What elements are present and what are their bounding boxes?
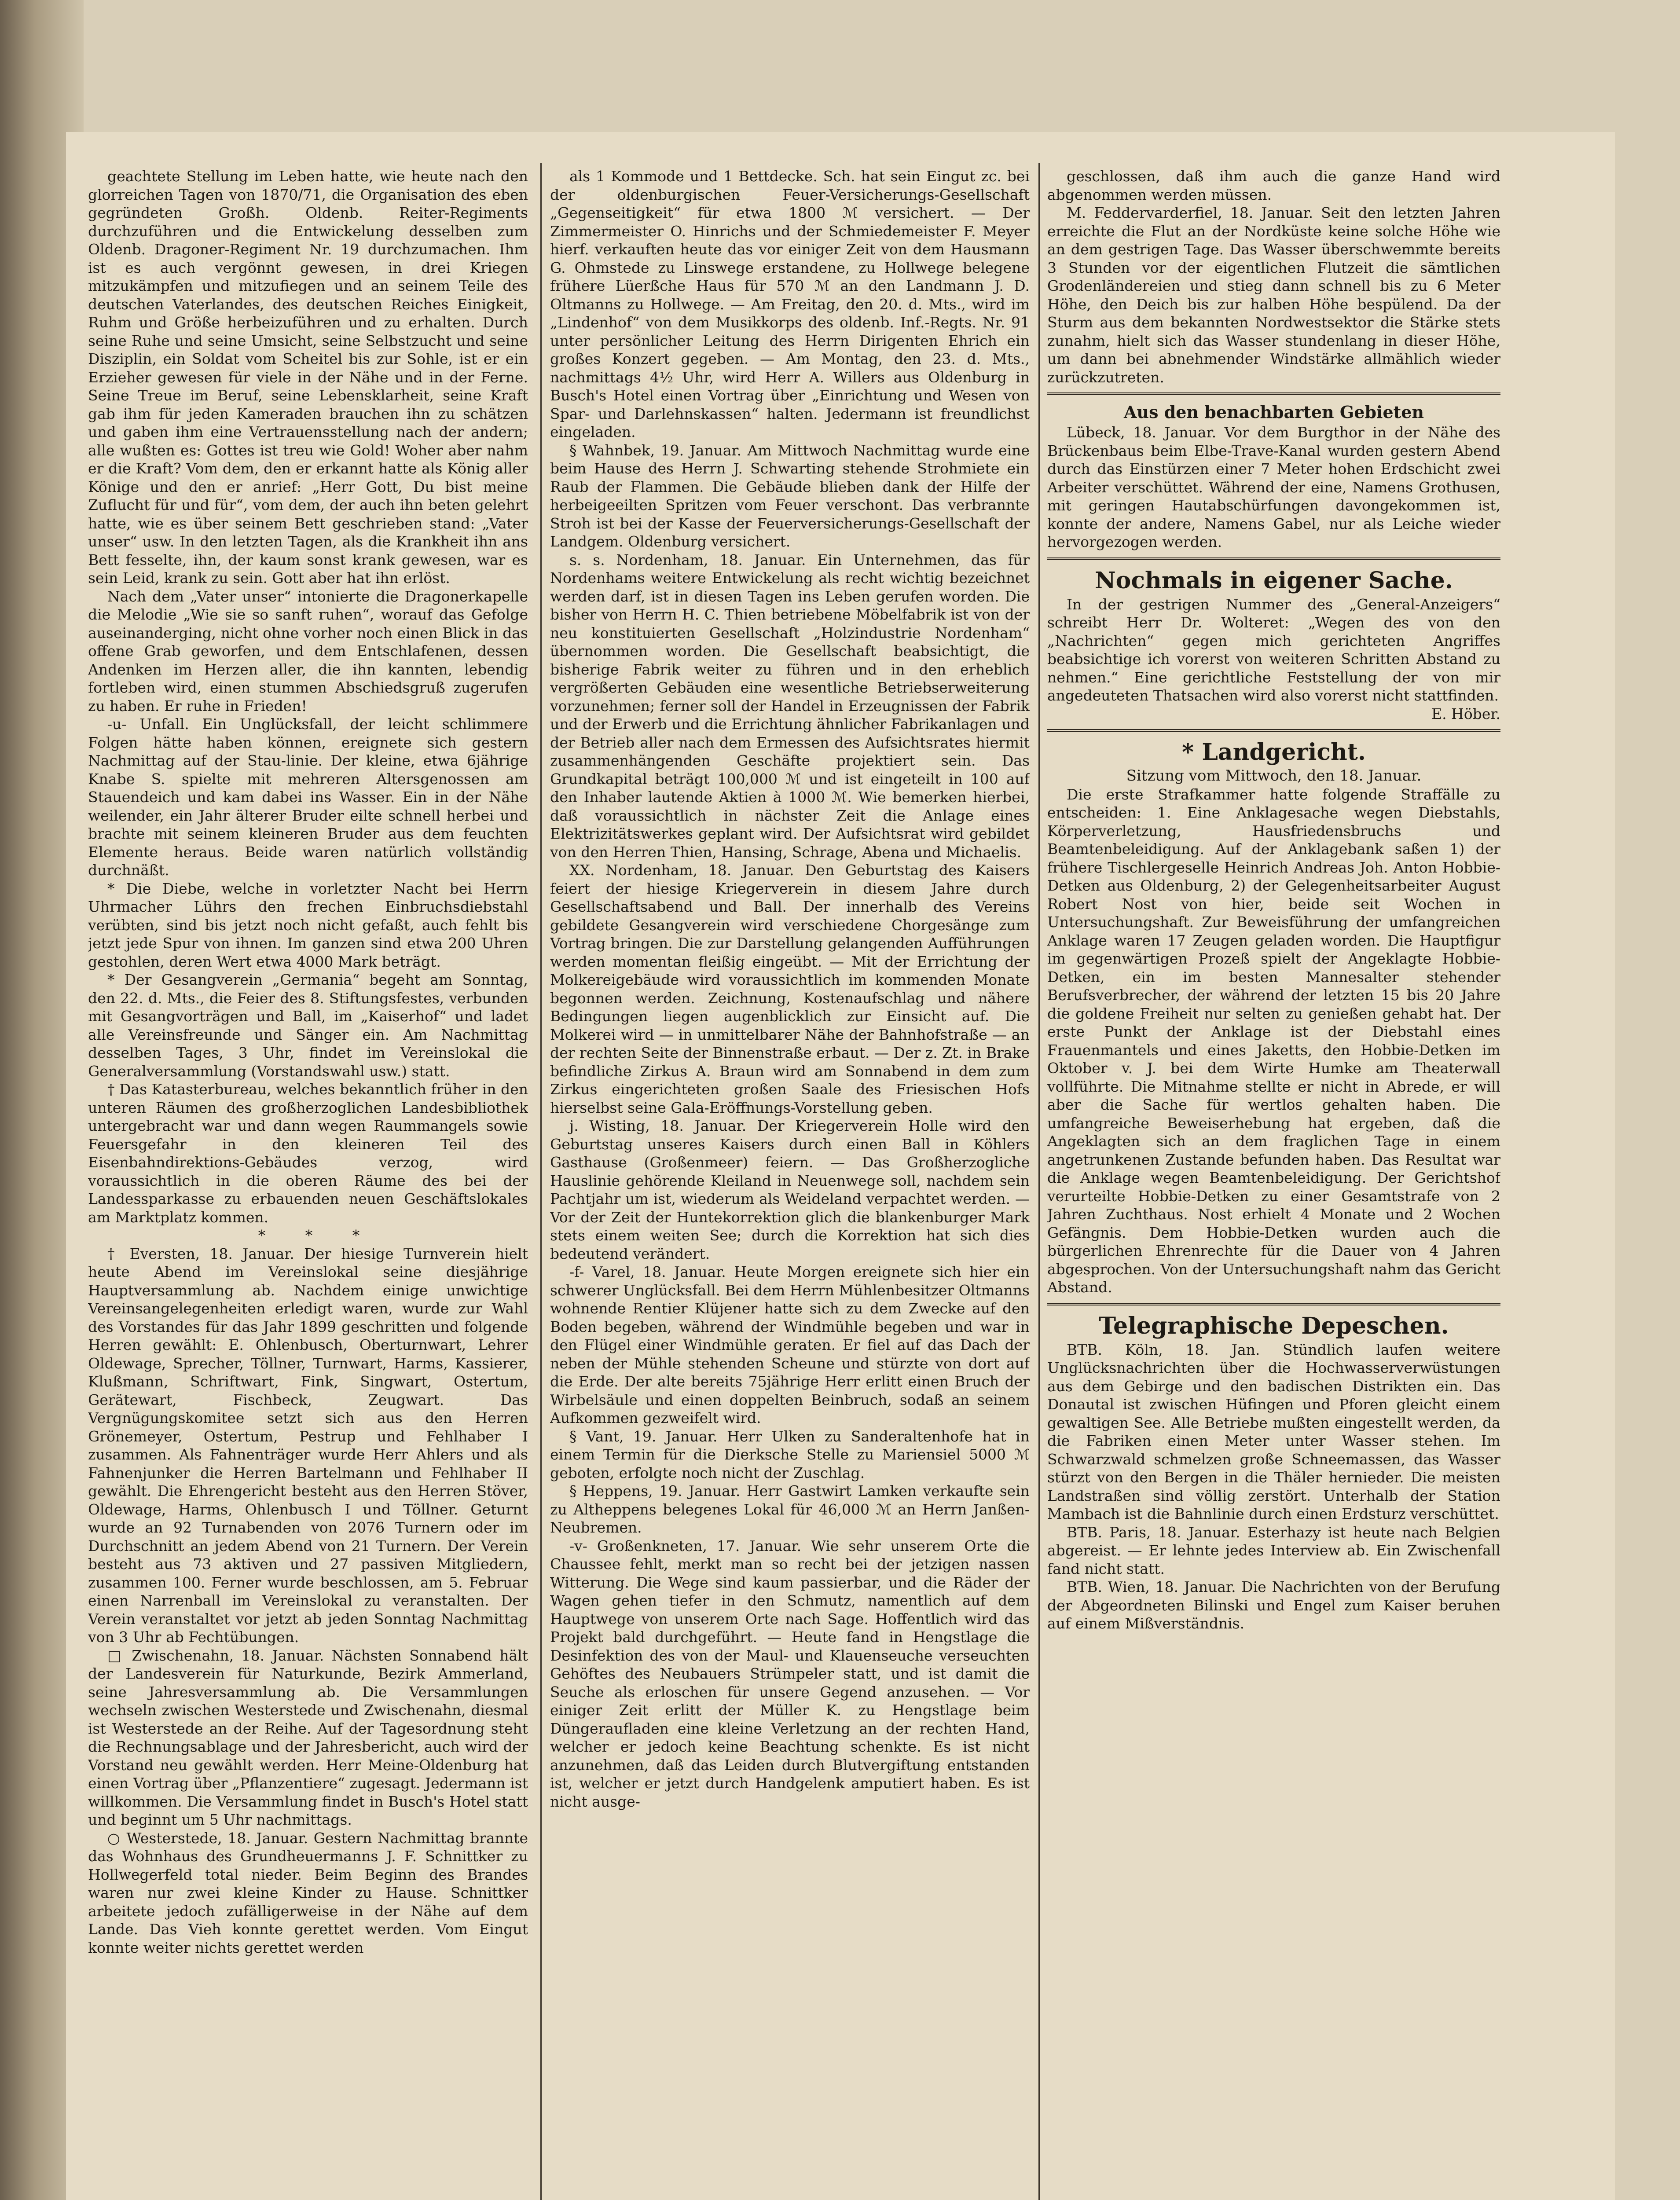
article-hollwege: als 1 Kommode und 1 Bettdecke. Sch. hat sein Eingut zc. bei der oldenburgischen Feuer-Versicherungs-Gesellschaft „Gegenseitigkeit“ für etwa 1800 ℳ versichert. — Der Zimmermeister O. Hinrichs und der Schmiedemeister F. Meyer hierf. verkauften heute das vor einiger Zeit von dem Hausmann G. Ohmstede zu Linswege erstandene, zu Hollwege belegene frühere Lüerßche Haus für 570 ℳ an den Landmann J. D. Oltmanns zu Hollwege. — Am Freitag, den 20. d. Mts., wird im „Lindenhof“ von dem Musikkorps des oldenb. Inf.-Regts. Nr. 91 unter persönlicher Leitung des Herrn Dirigenten Ehrich ein großes Konzert gegeben. — Am Montag, den 23. d. Mts., nachmittags 4½ Uhr, wird Herr A. Willers aus Oldenburg in Busch's Hotel einen Vortrag über „Einrichtung und Wesen von Spar- und Darlehnskassen“ halten. Jedermann ist freundlichst eingeladen.: [550, 168, 1030, 440]
article-feddervarderfiel: M. Feddervarderfiel, 18. Januar. Seit den letzten Jahren erreichte die Flut an der Nordküste keine solche Höhe wie an dem gestrigen Tage. Das Wasser überschwemmte bereits 3 Stunden vor der eigentlichen Flutzeit die sämtlichen Grodenländereien und stieg dann schnell bis zu 6 Meter Höhe, den Deich bis zur halben Höhe bespülend. Da der Sturm aus dem bekannten Nordwestsektor die Stärke stets zunahm, hielt sich das Wasser stundenlang in dieser Höhe, um dann bei abnehmender Windstärke allmählich wieder zurückzutreten.: [1047, 204, 1500, 386]
session-subtitle: Sitzung vom Mittwoch, den 18. Januar.: [1126, 767, 1422, 785]
article-funeral-end: Nach dem „Vater unser“ intonierte die Dragonerkapelle die Melodie „Wie sie so sanft ruhen“, worauf das Gefolge auseinanderging, nicht ohne vorher noch einen Blick in das offene Grab geworfen, und dem Entschlafenen, dessen Andenken im Herzen aller, die ihn kannten, lebendig fortleben wird, einen stummen Abschiedsgruß zugerufen zu haben. Er ruhe in Frieden!: [88, 587, 528, 715]
separator-stars: * * *: [258, 1227, 378, 1244]
column-1: [88, 167, 528, 2200]
article-varel: -f- Varel, 18. Januar. Heute Morgen ereignete sich hier ein schwerer Unglücksfall. Bei dem Herrn Mühlenbesitzer Oltmanns wohnende Rentier Klüjener hatte sich zu dem Zwecke auf den Boden begeben, während der Windmühle begeben und war in den Flügel einer Windmühle geraten. Er fiel auf das Dach der neben der Mühle stehenden Scheune und stürzte von dort auf die Erde. Der alte bereits 75jährige Herr erlitt einen Bruch der Wirbelsäule und einen doppelten Beinbruch, sodaß an seinem Aufkommen gezweifelt wird.: [550, 1263, 1030, 1426]
section-rule: [1047, 557, 1500, 560]
article-grossenkneten: -v- Großenkneten, 17. Januar. Wie sehr unserem Orte die Chaussee fehlt, merkt man so recht bei der jetzigen nassen Witterung. Die Wege sind kaum passierbar, und die Räder der Wagen gehen tiefer in den Schmutz, namentlich auf dem Hauptwege von unserem Orte nach Sage. Hoffentlich wird das Projekt bald durchgeführt. — Heute fand in Hengstlage die Desinfektion des von der Maul- und Klauenseuche verseuchten Gehöftes des Neubauers Strümpeler statt, und ist damit die Seuche als erloschen für unsere Gegend anzusehen. — Vor einiger Zeit erlitt der Müller K. zu Hengstlage beim Düngeraufladen eine kleine Verletzung an der rechten Hand, welcher er jedoch keine Beachtung schenkte. Es ist nicht anzunehmen, daß das Leiden durch Blutvergiftung entstanden ist, welcher er jetzt durch Handgelenk amputiert haben. Es ist nicht ausge-: [550, 1537, 1030, 1810]
article-heppens: § Heppens, 19. Januar. Herr Gastwirt Lamken verkaufte sein zu Altheppens belegenes Lokal für 46,000 ℳ an Herrn Janßen-Neubremen.: [550, 1482, 1030, 1536]
article-paris: BTB. Paris, 18. Januar. Esterhazy ist heute nach Belgien abgereist. — Er lehnte jedes Interview ab. Ein Zwischenfall fand nicht statt.: [1047, 1523, 1500, 1577]
article-nordenham-2: XX. Nordenham, 18. Januar. Den Geburtstag des Kaisers feiert der hiesige Kriegerverein in diesem Jahre durch Gesellschaftsabend und Ball. Der innerhalb des Vereins gebildete Gesangverein wird verschiedene Chorgesänge zum Vortrag bringen. Die zur Darstellung gelangenden Aufführungen werden momentan fleißig eingeübt. — Mit der Errichtung der Molkereigebäude wird voraussichtlich im kommenden Monate begonnen werden. Zeichnung, Kostenaufschlag und nähere Bedingungen liegen augenblicklich zur Einsicht auf. Die Molkerei wird — in unmittelbarer Nähe der Bahnhofstraße — an der rechten Seite der Binnenstraße erbaut. — Der z. Zt. in Brake befindliche Zirkus A. Braun wird am Sonnabend in dem zum Zirkus eingerichteten großen Saale des Friesischen Hofs hierselbst seine Gala-Eröffnungs-Vorstellung geben.: [550, 862, 1030, 1116]
article-eversten: † Eversten, 18. Januar. Der hiesige Turnverein hielt heute Abend im Vereinslokal seine diesjährige Hauptversammlung ab. Nachdem einige unwichtige Vereinsangelegenheiten erledigt waren, wurde zur Wahl des Vorstandes für das Jahr 1899 geschritten und folgende Herren gewählt: E. Ohlenbusch, Oberturnwart, Lehrer Oldewage, Sprecher, Töllner, Turnwart, Harms, Kassierer, Klußmann, Schriftwart, Fink, Singwart, Ostertum, Gerätewart, Fischbeck, Zeugwart. Das Vergnügungskomitee setzt sich aus den Herren Grönemeyer, Ostertum, Pestrup und Fehlhaber I zusammen. Als Fahnenträger wurde Herr Ahlers und als Fahnenjunker die Herren Bartelmann und Fehlhaber II gewählt. Die Ehrengericht besteht aus den Herren Stöver, Oldewage, Harms, Ohlenbusch I und Töllner. Geturnt wurde an 92 Turnabenden von 2076 Turnern oder im Durchschnitt an jedem Abend von 21 Turnern. Der Verein besteht aus 73 aktiven und 27 passiven Mitgliedern, zusammen 100. Ferner wurde beschlossen, am 5. Februar einen Narrenball im Vereinslokal zu veranstalten. Der Verein veranstaltet vor jetzt ab jeden Sonntag Nachmittag von 3 Uhr ab Fechtübungen.: [88, 1245, 528, 1646]
section-rule: [1047, 729, 1500, 732]
article-sache: In der gestrigen Nummer des „General-Anzeigers“ schreibt Herr Dr. Wolteret: „Wegen des von den „Nachrichten“ gegen mich gerichteten Angriffes beabsichtige ich vorerst von weiteren Schritten Abstand zu nehmen.“ Eine gerichtliche Feststellung der von mir angedeuteten Thatsachen wird also vorerst nicht stattfinden.: [1047, 595, 1500, 704]
article-zwischenahn: □ Zwischenahn, 18. Januar. Nächsten Sonnabend hält der Landesverein für Naturkunde, Bezirk Ammerland, seine Jahresversammlung ab. Die Versammlungen wechseln zwischen Westerstede und Zwischenahn, diesmal ist Westerstede an der Reihe. Auf der Tagesordnung steht die Rechnungsablage und der Jahresbericht, auch wird der Vorstand neu gewählt werden. Herr Meine-Oldenburg hat einen Vortrag über „Pflanzentiere“ zugesagt. Jedermann ist willkommen. Die Versammlung findet in Busch's Hotel statt und beginnt um 5 Uhr nachmittags.: [88, 1646, 528, 1828]
article-vant: § Vant, 19. Januar. Herr Ulken zu Sanderaltenhofe hat in einem Termin für die Dierksche Stelle zu Mariensiel 5000 ℳ geboten, erfolgte noch nicht der Zuschlag.: [550, 1427, 1030, 1481]
article-diebe: * Die Diebe, welche in vorletzter Nacht bei Herrn Uhrmacher Lührs den frechen Einbruchsdiebstahl verübten, sind bis jetzt noch nicht gefaßt, auch fehlt bis jetzt jede Spur von ihnen. Im ganzen sind etwa 200 Uhren gestohlen, deren Wert etwa 4000 Mark beträgt.: [88, 880, 528, 970]
section-rule: [1047, 392, 1500, 395]
article-luebeck: Lübeck, 18. Januar. Vor dem Burgthor in der Nähe des Brückenbaus beim Elbe-Trave-Kanal wurden gestern Abend durch das Einstürzen einer 7 Meter hohen Erdschicht zwei Arbeiter verschüttet. Während der eine, Namens Grothusen, mit geringen Hautabschürfungen davongekommen ist, konnte der andere, Namens Gabel, nur als Leiche wieder hervorgezogen werden.: [1047, 424, 1500, 550]
section-heading-landgericht: * Landgericht.: [1182, 739, 1366, 766]
column-rule: [1038, 163, 1040, 2200]
column-2: [550, 167, 1030, 2200]
column-3: [1047, 167, 1500, 2200]
article-nordenham-1: s. s. Nordenham, 18. Januar. Ein Unternehmen, das für Nordenhams weitere Entwickelung als recht wichtig bezeichnet werden darf, ist in diesen Tagen ins Leben gerufen worden. Die bisher von Herrn H. C. Thien betriebene Möbelfabrik ist von der neu konstituierten Gesellschaft „Holzindustrie Nordenham“ übernommen worden. Die Gesellschaft beabsichtigt, die bisherige Fabrik weiter zu führen und in den erheblich vergrößerten Gebäuden eine wesentliche Betriebserweiterung vorzunehmen; ferner soll der Handel in Erzeugnissen der Fabrik und der Erwerb und die Errichtung ähnlicher Fabrikanlagen und der Betrieb aller nach dem Ermessen des Aufsichtsrates hiermit zusammenhängenden Geschäfte projektiert sein. Das Grundkapital beträgt 100,000 ℳ und ist eingeteilt in 100 auf den Inhaber lautende Aktien à 1000 ℳ. Wie bemerken hierbei, daß voraussichtlich in nächster Zeit die Anlage eines Elektrizitätswerkes geplant wird. Der Aufsichtsrat wird gebildet von den Herren Thien, Hansing, Schrage, Abena und Michaelis.: [550, 551, 1030, 861]
article-katasterbureau: † Das Katasterbureau, welches bekanntlich früher in den unteren Räumen des großherzoglichen Landesbibliothek untergebracht war und dann wegen Raummangels sowie Feuersgefahr in den kleineren Teil des Eisenbahndirektions-Gebäudes verzog, wird voraussichtlich in die oberen Räume des bei der Landessparkasse zu erbauenden neuen Geschäftslokales am Marktplatz kommen.: [88, 1081, 528, 1226]
section-heading-nachbar: Aus den benachbarten Gebieten: [1123, 402, 1424, 422]
article-wisting: j. Wisting, 18. Januar. Der Kriegerverein Holle wird den Geburtstag unseres Kaisers durch einen Ball in Köhlers Gasthause (Großenmeer) feiern. — Das Großherzogliche Hauslinie gehörende Kleiland in Neuenwege soll, nachdem sein Pachtjahr um ist, wiederum als Weideland verpachtet werden. — Vor der Zeit der Huntekorrektion glich die blankenburger Mark stets einem weiten See; durch die Korrektion hat sich dies bedeutend verändert.: [550, 1117, 1030, 1262]
article-funeral: geachtete Stellung im Leben hatte, wie heute nach den glorreichen Tagen von 1870/71, die Organisation des eben gegründeten Großh. Oldenb. Reiter-Regiments durchzuführen und die Entwickelung desselben zum Oldenb. Dragoner-Regiment Nr. 19 durchzumachen. Ihm ist es auch vergönnt gewesen, in drei Kriegen mitzukämpfen und mitzufiegen und an seinem Teile des deutschen Vaterlandes, des deutschen Reiches Einigkeit, Ruhm und Größe herbeizuführen und zu erhalten. Durch seine Ruhe und seine Umsicht, seine Selbstzucht und seine Disziplin, ein Soldat vom Scheitel bis zur Sohle, ist er ein Erzieher gewesen für viele in der Nähe und in der Ferne. Seine Treue im Beruf, seine Lebensklarheit, seine Kraft gab ihm für jeden Kameraden brauchen ihn zu schätzen und gaben ihm eine Vertrauensstellung nach der andern; alle wußten es: Gottes ist treu wie Gold! Woher aber nahm er die Kraft? Vom dem, den er erkannt hatte als König aller Könige und den er anrief: „Herr Gott, Du bist meine Zuflucht für und für“, vom dem, der auch ihn beten gelehrt hatte, wie es über seinem Bett geschrieben stand: „Vater unser“ usw. In den letzten Tagen, als die Krankheit ihn ans Bett fesselte, ihn, der kaum sonst krank gewesen, war es sein Leid, krank zu sein. Gott aber hat ihn erlöst.: [88, 168, 528, 587]
signature: E. Höber.: [1431, 705, 1500, 722]
article-germania: * Der Gesangverein „Germania“ begeht am Sonntag, den 22. d. Mts., die Feier des 8. Stiftungsfestes, verbunden mit Gesangvorträgen und Ball, im „Kaiserhof“ und ladet alle Vereinsfreunde und Sänger ein. Am Nachmittag desselben Tages, 3 Uhr, findet im Vereinslokal die Generalversammlung (Vorstandswahl usw.) statt.: [88, 971, 528, 1080]
article-unfall: -u- Unfall. Ein Unglücksfall, der leicht schlimmere Folgen hätte haben können, ereignete sich gestern Nachmittag auf der Stau-linie. Der kleine, etwa 6jährige Knabe S. spielte mit mehreren Altersgenossen am Stauendeich und kam dabei ins Wasser. Ein in der Nähe weilender, ein Jahr älterer Bruder eilte schnell herbei und brachte mit seinem kleineren Bruder aus dem feuchten Elemente heraus. Beide waren natürlich vollständig durchnäßt.: [88, 715, 528, 879]
section-heading-sache: Nochmals in eigener Sache.: [1095, 567, 1453, 594]
section-heading-depeschen: Telegraphische Depeschen.: [1099, 1312, 1449, 1339]
article-westerstede: ○ Westerstede, 18. Januar. Gestern Nachmittag brannte das Wohnhaus des Grundheuermanns J. F. Schnittker zu Hollwegerfeld total nieder. Beim Beginn des Brandes waren nur zwei kleine Kinder zu Hause. Schnittker arbeitete jedoch zufälligerweise in der Nähe auf dem Lande. Das Vieh konnte gerettet werden. Vom Eingut konnte weiter nichts gerettet werden: [88, 1829, 528, 1956]
column-rule: [540, 163, 542, 2200]
section-rule: [1047, 1303, 1500, 1305]
article-koeln: BTB. Köln, 18. Jan. Stündlich laufen weitere Unglücksnachrichten über die Hochwasserverwüstungen aus dem Gebirge und den badischen Distrikten ein. Das Donautal ist zwischen Hüfingen und Pforen gleicht einem gewaltigen See. Alle Betriebe mußten eingestellt werden, da die Fabriken einen Meter unter Wasser stehen. Im Schwarzwald schmelzen große Schneemassen, das Wasser stürzt von den Bergen in die Thäler hernieder. Die meisten Landstraßen sind völlig zerstört. Unterhalb der Station Mambach ist die Bahnlinie durch einen Erdsturz verschüttet.: [1047, 1341, 1500, 1522]
article-wien: BTB. Wien, 18. Januar. Die Nachrichten von der Berufung der Abgeordneten Bilinski und Engel zum Kaiser beruhen auf einem Mißverständnis.: [1047, 1578, 1500, 1632]
article-landgericht: Die erste Strafkammer hatte folgende Straffälle zu entscheiden: 1. Eine Anklagesache wegen Diebstahls, Körperverletzung, Hausfriedensbruchs und Beamtenbeleidigung. Auf der Anklagebank saßen 1) der frühere Tischlergeselle Heinrich Andreas Joh. Anton Hobbie-Detken aus Oldenburg, 2) der Gelegenheitsarbeiter August Robert Nost von hier, beide seit Wochen in Untersuchungshaft. Zur Beweisführung der umfangreichen Anklage waren 17 Zeugen geladen worden. Die Hauptfigur im gegenwärtigen Prozeß spielt der Angeklagte Hobbie-Detken, ein im besten Mannesalter stehender Berufsverbrecher, der während der letzten 15 bis 20 Jahre die goldene Freiheit nur selten zu genießen gehabt hat. Der erste Punkt der Anklage ist der Diebstahl eines Frauenmantels und eines Jaketts, den Hobbie-Detken im Oktober v. J. bei dem Wirte Humke am Theaterwall vollführte. Die Mitnahme stellte er nicht in Abrede, er will aber die Sache für wertlos gehalten haben. Die umfangreiche Beweiserhebung hat ergeben, daß die Angeklagten sich an dem fraglichen Tage in einem angetrunkenen Zustande befunden haben. Das Resultat war die Anklage wegen Beamtenbeleidigung. Der Gerichtshof verurteilte Hobbie-Detken zu einer Gesamtstrafe von 2 Jahren Zuchthaus. Nost erhielt 4 Monate und 2 Wochen Gefängnis. Dem Hobbie-Detken wurden auch die bürgerlichen Ehrenrechte für die Dauer von 4 Jahren abgesprochen. Von der Untersuchungshaft nahm das Gericht Abstand.: [1047, 785, 1500, 1296]
article-continuation: geschlossen, daß ihm auch die ganze Hand wird abgenommen werden müssen.: [1047, 168, 1500, 203]
article-wahnbek: § Wahnbek, 19. Januar. Am Mittwoch Nachmittag wurde eine beim Hause des Herrn J. Schwarting stehende Strohmiete ein Raub der Flammen. Die Gebäude blieben dank der Hilfe der herbeigeeilten Spritzen vom Feuer verschont. Das verbrannte Stroh ist bei der Kasse der Feuerversicherungs-Gesellschaft der Landgem. Oldenburg versichert.: [550, 441, 1030, 550]
